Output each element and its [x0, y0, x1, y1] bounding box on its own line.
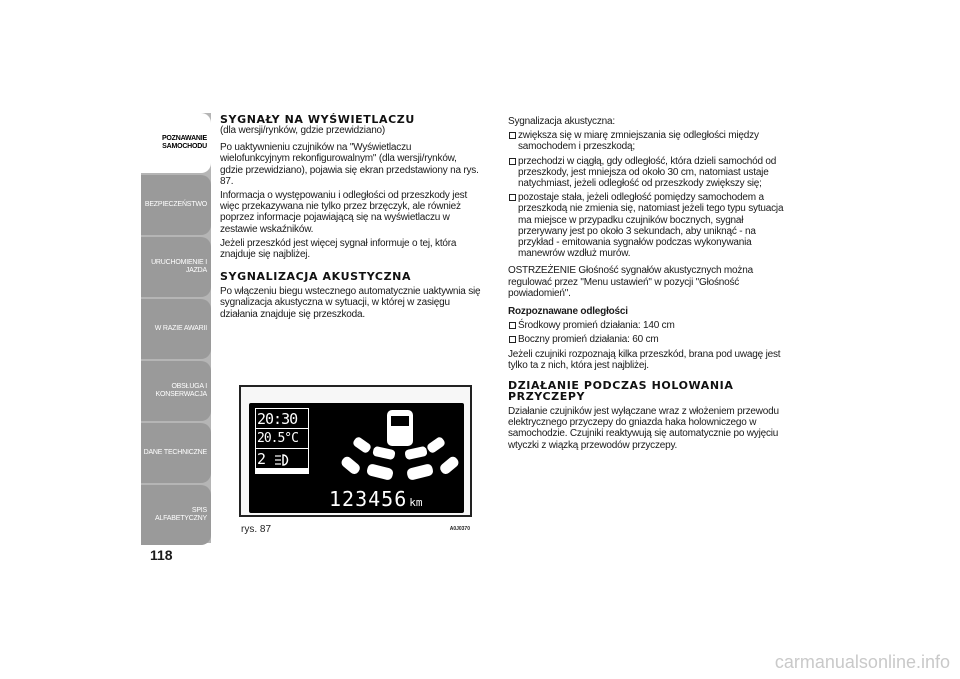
- list-item: pozostaje stała, jeżeli odległość pomiędzy samochodem a przeszkodą nie zmienia się, natomiast jeżeli tego typu sytuacja ma miejsce w przypadku czujników bocznych, sygnał przerywany jest po około 3 sekundach, aby uniknąć - na przykład - emitowania sygnałów podczas wykonywania manewrów wzdłuż murów.: [508, 192, 784, 259]
- acoustic-signal-list: [508, 130, 784, 259]
- tab-w-razie-awarii[interactable]: [141, 299, 211, 359]
- list-item: Środkowy promień działania: 140 cm: [508, 320, 784, 331]
- odometer-value: 123456: [329, 487, 408, 511]
- paragraph: Po włączeniu biegu wstecznego automatycznie uaktywnia się sygnalizacja akustyczna w sytuacji, w której w zasięgu działania znajduje się przeszkoda.: [220, 286, 481, 320]
- figure-caption: rys. 87: [241, 524, 272, 535]
- paragraph: Jeżeli przeszkód jest więcej sygnał informuje o tej, która znajduje się najbliżej.: [220, 237, 457, 261]
- temperature-readout: 20.5°C: [256, 429, 308, 449]
- figure-rys-87: [239, 385, 472, 537]
- parking-sensor-icon: [339, 406, 461, 488]
- clock-readout: 20:30: [256, 409, 308, 429]
- instrument-display-frame: [239, 385, 472, 517]
- paragraph: Sygnalizacja akustyczna:: [508, 116, 615, 127]
- tab-uruchomienie-i-jazda[interactable]: [141, 237, 211, 297]
- tab-label: OBSŁUGA I KONSERWACJA: [155, 383, 207, 398]
- section-heading-acoustic-signal: SYGNALIZACJA AKUSTYCZNA: [220, 270, 412, 284]
- odometer-readout: [329, 489, 423, 513]
- paragraph: Jeżeli czujniki rozpoznają kilka przeszkód, brana pod uwagę jest tylko ta z nich, która jest najbliżej.: [508, 348, 781, 371]
- tab-label: DANE TECHNICZNE: [143, 449, 207, 456]
- list-item: przechodzi w ciągłą, gdy odległość, która dzieli samochód od przeszkody, jest mniejsza od około 30 cm, natomiast ustaje natychmiast, jeżeli odległość od przeszkody zwiększy się;: [508, 156, 784, 190]
- tab-label: W RAZIE AWARII: [154, 325, 207, 332]
- paragraph: Informacja o występowaniu i odległości od przeszkody jest więc przekazywana nie tylko przez brzęczyk, ale również poprzez informacje pojawiającą się na wyświetlaczu w zestawie wskaźników.: [220, 190, 468, 235]
- tab-label: POZNAWANIE SAMOCHODU: [161, 135, 207, 150]
- gear-lights-readout: [256, 449, 308, 469]
- tab-poznawanie-samochodu[interactable]: [141, 113, 211, 173]
- display-screen: [249, 403, 464, 513]
- list-item: zwiększa się w miarę zmniejszania się odległości między samochodem i przeszkodą;: [508, 130, 784, 152]
- tab-label: SPIS ALFABETYCZNY: [154, 507, 207, 522]
- tab-obsluga-i-konserwacja[interactable]: [141, 361, 211, 421]
- tab-bezpieczenstwo[interactable]: [141, 175, 211, 235]
- watermark: carmanualsonline.info: [774, 652, 950, 672]
- heading-subtitle: (dla wersji/rynków, gdzie przewidziano): [220, 125, 386, 136]
- tab-spis-alfabetyczny[interactable]: [141, 485, 211, 545]
- paragraph: Po uaktywnieniu czujników na "Wyświetlaczu wielofunkcyjnym rekonfigurowalnym" (dla wersji/rynków, gdzie przewidziano), pojawia się ekran przedstawiony na rys. 87.: [220, 142, 479, 187]
- section-heading-towing: DZIAŁANIE PODCZAS HOLOWANIA PRZYCZEPY: [508, 379, 734, 404]
- odometer-unit: km: [409, 496, 423, 509]
- list-item: Boczny promień działania: 60 cm: [508, 334, 784, 345]
- paragraph: Działanie czujników jest wyłączane wraz z włożeniem przewodu elektrycznego przyczepy do gniazda haka holowniczego w samochodzie. Czujniki reaktywują się automatycznie po wyjęciu wtyczki z wiązką przewodów przyczepy.: [508, 406, 779, 451]
- subheading-distances: Rozpoznawane odległości: [508, 306, 628, 318]
- tab-dane-techniczne[interactable]: [141, 423, 211, 483]
- tab-label: BEZPIECZEŃSTWO: [144, 201, 207, 208]
- warning-paragraph: OSTRZEŻENIE Głośność sygnałów akustycznych można regulować przez "Menu ustawień" w pozycji "Głośność powiadomień".: [508, 265, 753, 299]
- right-column: [508, 116, 784, 454]
- tab-label: URUCHOMIENIE I JAZDA: [151, 259, 207, 274]
- gear-indicator: 2: [257, 450, 266, 468]
- distance-list: [508, 320, 784, 345]
- section-heading-display-signals: SYGNAŁY NA WYŚWIETLACZU: [220, 113, 415, 126]
- headlight-icon: [273, 453, 291, 467]
- info-box: [255, 408, 309, 474]
- figure-code: A0J0370: [449, 526, 470, 532]
- page-number: 118: [150, 547, 173, 563]
- left-column: [220, 114, 482, 323]
